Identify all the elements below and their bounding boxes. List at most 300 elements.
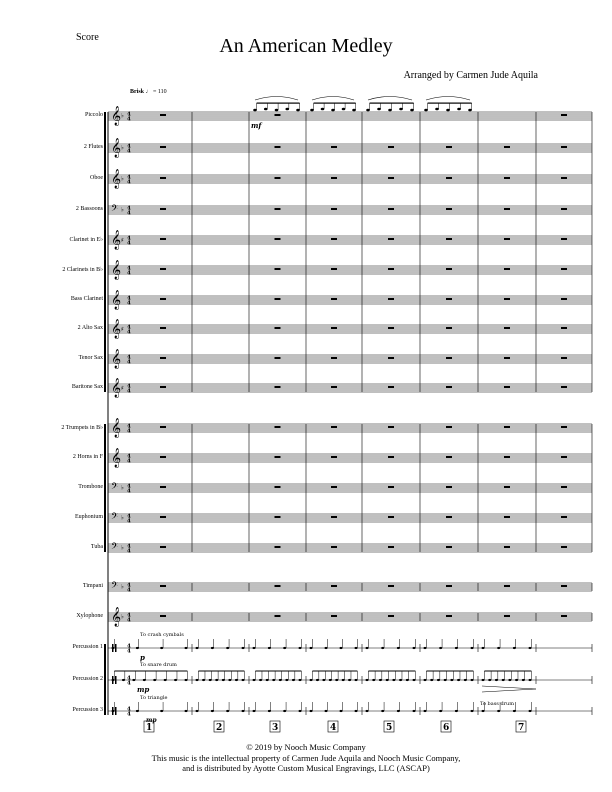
whole-rest bbox=[504, 177, 510, 179]
time-sig-bottom: 4 bbox=[127, 428, 131, 435]
whole-rest bbox=[331, 238, 337, 240]
whole-rest bbox=[160, 585, 166, 587]
melody-note bbox=[275, 109, 279, 112]
whole-rest bbox=[388, 177, 394, 179]
crash-note bbox=[310, 647, 313, 649]
time-sig-top: 4 bbox=[127, 706, 131, 713]
triangle-note bbox=[160, 710, 163, 712]
whole-rest bbox=[388, 238, 394, 240]
triangle-note bbox=[355, 710, 358, 712]
snare-note bbox=[196, 679, 199, 681]
note-beam bbox=[368, 671, 415, 672]
whole-rest bbox=[504, 238, 510, 240]
whole-rest bbox=[388, 516, 394, 518]
bass-clef-icon: 𝄢 bbox=[111, 511, 119, 524]
snare-note bbox=[292, 679, 295, 681]
snare-note bbox=[266, 679, 269, 681]
dynamic-mp: mp bbox=[137, 685, 150, 694]
time-sig-bottom: 4 bbox=[127, 548, 131, 555]
snare-note bbox=[285, 679, 288, 681]
whole-rest bbox=[561, 238, 567, 240]
crash-note bbox=[397, 647, 400, 649]
whole-rest bbox=[561, 146, 567, 148]
crash-note bbox=[185, 647, 188, 649]
whole-rest bbox=[504, 357, 510, 359]
crash-note bbox=[196, 647, 199, 649]
whole-rest bbox=[160, 486, 166, 488]
time-sig-bottom: 4 bbox=[127, 518, 131, 525]
instrument-label: Trombone bbox=[78, 484, 103, 490]
snare-note bbox=[366, 679, 369, 681]
woodwind-bracket bbox=[104, 112, 106, 392]
crash-note bbox=[112, 647, 115, 649]
whole-rest bbox=[331, 268, 337, 270]
whole-rest bbox=[275, 146, 281, 148]
melody-note bbox=[424, 109, 428, 112]
time-sig-bottom: 4 bbox=[127, 388, 131, 395]
snare-note bbox=[143, 679, 146, 681]
bass-clef-icon: 𝄢 bbox=[111, 580, 119, 593]
annotation-perc3-end: To bass drum bbox=[480, 701, 515, 707]
percussion-clef-icon bbox=[115, 676, 117, 684]
whole-rest bbox=[275, 357, 281, 359]
snare-note bbox=[515, 679, 518, 681]
whole-rest bbox=[561, 357, 567, 359]
triangle-note bbox=[299, 710, 302, 712]
slur bbox=[312, 97, 354, 101]
whole-rest bbox=[331, 516, 337, 518]
note-beam bbox=[314, 103, 356, 104]
footer-line-2: This music is the intellectual property of Carmen Jude Aquila and Nooch Music Company, bbox=[151, 752, 461, 763]
treble-clef-icon: 𝄞 bbox=[111, 418, 122, 438]
bass-clef-icon: 𝄢 bbox=[111, 203, 119, 216]
snare-note bbox=[185, 679, 188, 681]
time-sig-top: 4 bbox=[127, 205, 131, 212]
dynamic-mf: mf bbox=[251, 121, 262, 130]
triangle-note bbox=[381, 710, 384, 712]
snare-note bbox=[242, 679, 245, 681]
snare-note bbox=[329, 679, 332, 681]
whole-rest bbox=[504, 298, 510, 300]
snare-note bbox=[342, 679, 345, 681]
page-title: An American Medley bbox=[219, 35, 393, 57]
slur bbox=[255, 97, 298, 101]
whole-rest bbox=[388, 386, 394, 388]
measure-number: 3 bbox=[272, 723, 279, 733]
snare-note bbox=[522, 679, 525, 681]
whole-rest bbox=[331, 426, 337, 428]
instrument-label: Timpani bbox=[82, 583, 103, 589]
whole-rest bbox=[388, 268, 394, 270]
whole-rest bbox=[561, 615, 567, 617]
whole-rest bbox=[561, 114, 567, 116]
crash-note bbox=[268, 647, 271, 649]
snare-note bbox=[279, 679, 282, 681]
whole-rest bbox=[388, 585, 394, 587]
snare-note bbox=[430, 679, 433, 681]
whole-rest bbox=[275, 486, 281, 488]
whole-rest bbox=[504, 516, 510, 518]
whole-rest bbox=[275, 238, 281, 240]
flat-key-icon: ♭ bbox=[121, 144, 124, 152]
treble-clef-icon: 𝄞 bbox=[111, 349, 122, 369]
whole-rest bbox=[446, 357, 452, 359]
whole-rest bbox=[504, 615, 510, 617]
whole-rest bbox=[388, 546, 394, 548]
snare-note bbox=[482, 679, 485, 681]
melody-note bbox=[399, 108, 403, 111]
whole-rest bbox=[561, 177, 567, 179]
snare-note bbox=[450, 679, 453, 681]
whole-rest bbox=[275, 546, 281, 548]
time-sig-bottom: 4 bbox=[127, 300, 131, 307]
crash-note bbox=[513, 647, 516, 649]
triangle-note bbox=[439, 710, 442, 712]
treble-clef-icon: 𝄞 bbox=[111, 319, 122, 339]
sharp-key-icon: ♯ bbox=[121, 237, 124, 244]
whole-rest bbox=[160, 426, 166, 428]
time-sig-bottom: 4 bbox=[127, 179, 131, 186]
triangle-note bbox=[497, 710, 500, 712]
snare-note bbox=[457, 679, 460, 681]
whole-rest bbox=[446, 516, 452, 518]
time-sig-top: 4 bbox=[127, 582, 131, 589]
note-beam bbox=[257, 103, 300, 104]
whole-rest bbox=[331, 386, 337, 388]
crash-note bbox=[226, 647, 229, 649]
melody-note bbox=[352, 109, 356, 112]
whole-rest bbox=[446, 208, 452, 210]
melody-note bbox=[264, 108, 268, 111]
flat-key-icon: ♭ bbox=[121, 206, 124, 214]
instrument-label: Xylophone bbox=[76, 613, 103, 619]
triangle-note bbox=[136, 710, 139, 712]
treble-clef-icon: 𝄞 bbox=[111, 448, 122, 468]
whole-rest bbox=[388, 327, 394, 329]
whole-rest bbox=[561, 208, 567, 210]
melody-note bbox=[435, 108, 439, 111]
percussion-clef-icon bbox=[115, 707, 117, 715]
instrument-label: Oboe bbox=[90, 175, 103, 181]
snare-note bbox=[464, 679, 467, 681]
triangle-note bbox=[185, 710, 188, 712]
instrument-label: Euphonium bbox=[75, 514, 103, 520]
whole-rest bbox=[504, 208, 510, 210]
snare-note bbox=[228, 679, 231, 681]
whole-rest bbox=[388, 357, 394, 359]
time-sig-bottom: 4 bbox=[127, 488, 131, 495]
snare-note bbox=[348, 679, 351, 681]
snare-note bbox=[437, 679, 440, 681]
whole-rest bbox=[160, 114, 166, 116]
copyright-footer bbox=[0, 742, 612, 774]
crash-note bbox=[455, 647, 458, 649]
whole-rest bbox=[331, 546, 337, 548]
crash-note bbox=[160, 647, 163, 649]
treble-clef-icon: 𝄞 bbox=[111, 607, 122, 627]
time-sig-bottom: 4 bbox=[127, 270, 131, 277]
flat-key-icon: ♭ bbox=[121, 484, 124, 492]
time-sig-top: 4 bbox=[127, 295, 131, 302]
crash-note bbox=[529, 647, 532, 649]
snare-note bbox=[310, 679, 313, 681]
snare-note bbox=[392, 679, 395, 681]
triangle-note bbox=[211, 710, 214, 712]
instrument-label: 2 Trumpets in B♭ bbox=[61, 425, 103, 431]
whole-rest bbox=[331, 177, 337, 179]
crash-note bbox=[136, 647, 139, 649]
snare-note bbox=[222, 679, 225, 681]
sharp-key-icon: ♯ bbox=[121, 385, 124, 392]
triangle-note bbox=[310, 710, 313, 712]
time-sig-bottom: 4 bbox=[127, 148, 131, 155]
treble-clef-icon: 𝄞 bbox=[111, 138, 122, 158]
whole-rest bbox=[446, 238, 452, 240]
snare-note bbox=[164, 679, 167, 681]
time-sig-top: 4 bbox=[127, 265, 131, 272]
time-sig-top: 4 bbox=[127, 174, 131, 181]
instrument-label: Piccolo bbox=[85, 112, 103, 118]
triangle-note bbox=[455, 710, 458, 712]
whole-rest bbox=[331, 357, 337, 359]
snare-note bbox=[335, 679, 338, 681]
whole-rest bbox=[561, 456, 567, 458]
instrument-label: Tenor Sax bbox=[78, 355, 103, 361]
time-sig-bottom: 4 bbox=[127, 210, 131, 217]
whole-rest bbox=[275, 456, 281, 458]
treble-clef-icon: 𝄞 bbox=[111, 260, 122, 280]
time-sig-top: 4 bbox=[127, 111, 131, 118]
note-beam bbox=[426, 671, 473, 672]
snare-note bbox=[444, 679, 447, 681]
snare-note bbox=[153, 679, 156, 681]
instrument-label: Clarinet in E♭ bbox=[69, 237, 103, 243]
whole-rest bbox=[504, 546, 510, 548]
whole-rest bbox=[160, 615, 166, 617]
whole-rest bbox=[331, 585, 337, 587]
crash-note bbox=[299, 647, 302, 649]
time-sig-top: 4 bbox=[127, 354, 131, 361]
snare-note bbox=[259, 679, 262, 681]
crash-note bbox=[497, 647, 500, 649]
bass-clef-icon: 𝄢 bbox=[111, 481, 119, 494]
instrument-label: Baritone Sax bbox=[71, 384, 103, 390]
whole-rest bbox=[504, 386, 510, 388]
flat-key-icon: ♭ bbox=[121, 544, 124, 552]
snare-note bbox=[424, 679, 427, 681]
time-sig-top: 4 bbox=[127, 143, 131, 150]
time-sig-top: 4 bbox=[127, 543, 131, 550]
melody-note bbox=[366, 109, 370, 112]
triangle-note bbox=[196, 710, 199, 712]
whole-rest bbox=[561, 516, 567, 518]
whole-rest bbox=[561, 546, 567, 548]
time-sig-top: 4 bbox=[127, 453, 131, 460]
flat-key-icon: ♭ bbox=[121, 514, 124, 522]
snare-note bbox=[406, 679, 409, 681]
annotation-perc3: To triangle bbox=[140, 695, 168, 701]
triangle-note bbox=[253, 710, 256, 712]
annotation-perc1: To crash cymbals bbox=[140, 632, 184, 638]
note-beam bbox=[255, 671, 301, 672]
treble-clef-icon: 𝄞 bbox=[111, 290, 122, 310]
slur bbox=[426, 97, 470, 101]
whole-rest bbox=[160, 456, 166, 458]
tempo-value: = 110 bbox=[153, 89, 167, 95]
note-beam bbox=[114, 671, 187, 672]
time-sig-bottom: 4 bbox=[127, 617, 131, 624]
whole-rest bbox=[388, 146, 394, 148]
bass-clef-icon: 𝄢 bbox=[111, 541, 119, 554]
triangle-note bbox=[397, 710, 400, 712]
snare-note bbox=[495, 679, 498, 681]
slur bbox=[368, 97, 412, 101]
snare-note bbox=[322, 679, 325, 681]
time-sig-bottom: 4 bbox=[127, 680, 131, 687]
triangle-note bbox=[424, 710, 427, 712]
whole-rest bbox=[388, 208, 394, 210]
flat-key-icon: ♭ bbox=[121, 175, 124, 183]
crash-note bbox=[439, 647, 442, 649]
instrument-label: Tuba bbox=[90, 544, 103, 550]
crash-note bbox=[413, 647, 416, 649]
treble-clef-icon: 𝄞 bbox=[111, 378, 122, 398]
melody-note bbox=[457, 108, 461, 111]
melody-note bbox=[342, 108, 346, 111]
flat-key-icon: ♭ bbox=[121, 112, 124, 120]
whole-rest bbox=[160, 546, 166, 548]
triangle-note bbox=[283, 710, 286, 712]
whole-rest bbox=[504, 426, 510, 428]
whole-rest bbox=[446, 585, 452, 587]
time-sig-bottom: 4 bbox=[127, 329, 131, 336]
whole-rest bbox=[446, 327, 452, 329]
whole-rest bbox=[160, 516, 166, 518]
whole-rest bbox=[561, 268, 567, 270]
whole-rest bbox=[561, 327, 567, 329]
crash-note bbox=[325, 647, 328, 649]
whole-rest bbox=[504, 486, 510, 488]
flat-key-icon: ♭ bbox=[121, 583, 124, 591]
whole-rest bbox=[331, 298, 337, 300]
crash-note bbox=[482, 647, 485, 649]
whole-rest bbox=[275, 615, 281, 617]
time-sig-top: 4 bbox=[127, 675, 131, 682]
time-sig-top: 4 bbox=[127, 324, 131, 331]
whole-rest bbox=[388, 486, 394, 488]
whole-rest bbox=[504, 456, 510, 458]
whole-rest bbox=[275, 327, 281, 329]
whole-rest bbox=[504, 327, 510, 329]
whole-rest bbox=[275, 177, 281, 179]
treble-clef-icon: 𝄞 bbox=[111, 106, 122, 126]
time-sig-top: 4 bbox=[127, 643, 131, 650]
treble-clef-icon: 𝄞 bbox=[111, 169, 122, 189]
triangle-note bbox=[325, 710, 328, 712]
whole-rest bbox=[446, 615, 452, 617]
melody-note bbox=[446, 109, 450, 112]
whole-rest bbox=[275, 426, 281, 428]
whole-rest bbox=[504, 268, 510, 270]
snare-note bbox=[235, 679, 238, 681]
time-sig-bottom: 4 bbox=[127, 359, 131, 366]
snare-note bbox=[508, 679, 511, 681]
whole-rest bbox=[446, 177, 452, 179]
instrument-label: 2 Horns in F bbox=[72, 454, 103, 460]
whole-rest bbox=[331, 615, 337, 617]
triangle-note bbox=[471, 710, 474, 712]
snare-note bbox=[316, 679, 319, 681]
dynamic-mp-perc3: mp bbox=[146, 717, 157, 724]
melody-note bbox=[321, 108, 325, 111]
whole-rest bbox=[160, 357, 166, 359]
whole-rest bbox=[446, 146, 452, 148]
note-beam bbox=[312, 671, 357, 672]
dynamic-p: p bbox=[140, 653, 145, 662]
time-sig-top: 4 bbox=[127, 423, 131, 430]
snare-note bbox=[399, 679, 402, 681]
whole-rest bbox=[446, 456, 452, 458]
melody-note bbox=[410, 109, 414, 112]
crash-note bbox=[381, 647, 384, 649]
instrument-label: 2 Flutes bbox=[83, 144, 103, 150]
whole-rest bbox=[275, 268, 281, 270]
snare-note bbox=[253, 679, 256, 681]
triangle-note bbox=[226, 710, 229, 712]
melody-note bbox=[310, 109, 314, 112]
snare-note bbox=[174, 679, 177, 681]
percussion-clef-icon bbox=[115, 644, 117, 652]
whole-rest bbox=[446, 268, 452, 270]
snare-note bbox=[215, 679, 218, 681]
melody-note bbox=[285, 108, 289, 111]
time-sig-top: 4 bbox=[127, 383, 131, 390]
whole-rest bbox=[561, 585, 567, 587]
time-sig-top: 4 bbox=[127, 513, 131, 520]
whole-rest bbox=[388, 426, 394, 428]
snare-note bbox=[471, 679, 474, 681]
crash-note bbox=[366, 647, 369, 649]
triangle-note bbox=[413, 710, 416, 712]
measure-number: 4 bbox=[330, 723, 337, 733]
whole-rest bbox=[160, 268, 166, 270]
whole-rest bbox=[561, 386, 567, 388]
triangle-note bbox=[242, 710, 245, 712]
instrument-label: Percussion 3 bbox=[72, 707, 103, 713]
whole-rest bbox=[561, 426, 567, 428]
decrescendo-hairpin bbox=[482, 686, 536, 692]
whole-rest bbox=[504, 146, 510, 148]
whole-rest bbox=[446, 486, 452, 488]
crash-note bbox=[471, 647, 474, 649]
triangle-note bbox=[268, 710, 271, 712]
measure-number: 5 bbox=[386, 723, 393, 733]
instrument-label: Bass Clarinet bbox=[70, 296, 103, 302]
melody-note bbox=[377, 108, 381, 111]
note-beam bbox=[198, 671, 244, 672]
instrument-label: 2 Alto Sax bbox=[77, 325, 103, 331]
whole-rest bbox=[388, 456, 394, 458]
snare-note bbox=[372, 679, 375, 681]
snare-note bbox=[209, 679, 212, 681]
treble-clef-icon: 𝄞 bbox=[111, 230, 122, 250]
whole-rest bbox=[388, 615, 394, 617]
time-sig-bottom: 4 bbox=[127, 711, 131, 718]
whole-rest bbox=[160, 298, 166, 300]
time-sig-top: 4 bbox=[127, 612, 131, 619]
whole-rest bbox=[331, 456, 337, 458]
annotation-perc2: To snare drum bbox=[140, 662, 177, 668]
